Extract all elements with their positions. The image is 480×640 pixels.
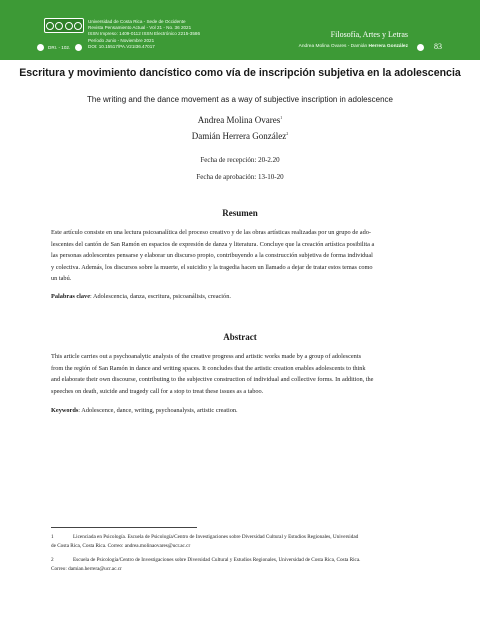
sa-icon [74, 22, 82, 30]
journal-info-line: Revista Pensamiento Actual - Vol 21 - No. 36 2021 [88, 25, 192, 31]
abstract-body [51, 351, 431, 397]
running-authors-bold: Herrera González [368, 44, 408, 49]
bullet-icon [417, 44, 424, 51]
footnote-mark: 2 [286, 131, 289, 136]
running-authors-regular: Andrea Molina Ovares - Damián [298, 44, 368, 49]
abstract-line: from the región of San Ramón in dance and writing spaces. It concludes that the artistic creation enables adolescents to think [51, 364, 366, 372]
resumen-line: Este artículo consiste en una lectura psicoanalítica del proceso creativo y de las obras artísticas realizadas por un grupo de ado- [51, 229, 371, 236]
keywords-label: Palabras clave [51, 293, 90, 300]
footnote-mark: 1 [280, 115, 283, 120]
footnote-line [51, 556, 431, 565]
by-icon [55, 22, 63, 30]
author-2 [0, 131, 480, 141]
keywords-list: : Adolescence, dance, writing, psychoanalysis, artistic creation. [78, 407, 238, 414]
page-number: 83 [434, 42, 442, 51]
footnote-line [51, 533, 431, 542]
resumen-line: un tabú. [51, 275, 72, 283]
journal-info-line: DOI: 10.15517/PA.V21I36.47017 [88, 43, 155, 49]
abstract-line: speeches on death, suicide and tragedy call for a stop to treat these issues as a taboo. [51, 387, 264, 395]
footnote-line: Correo: damian.herrera@ucr.ac.cr [51, 566, 122, 573]
resumen-line: las personas adolescentes pensarse y elaborar un discurso propio, contribuyendo a la construcción subjetiva de forma individual [51, 252, 373, 260]
author-name: Damián Herrera González [191, 131, 287, 141]
cc-icon [46, 22, 54, 30]
journal-section-title: Filosofía, Artes y Letras [330, 30, 408, 39]
creative-commons-license-icon [44, 18, 84, 33]
bullet-icon [37, 44, 44, 51]
footnote-text: Escuela de Psicología/Centro de Investigaciones sobre Diversidad Cultural y Estudios Regionales, Universidad de Costa Rica, Costa Rica. [73, 557, 361, 563]
footnote-text: Licenciada en Psicología. Escuela de Psicología/Centro de Investigaciones sobre Diversidad Cultural y Estudios Regionales, Universidad [73, 534, 359, 540]
keywords-label: Keywords [51, 407, 79, 414]
article-title-es: Escritura y movimiento dancístico como vía de inscripción subjetiva en la adolescencia [19, 67, 461, 79]
author-name: Andrea Molina Ovares [197, 115, 281, 125]
article-title-en: The writing and the dance movement as a way of subjective inscription in adolescence [87, 95, 393, 104]
journal-header [0, 0, 480, 60]
resumen-line: y colectiva. Además, los discursos sobre la muerte, el suicidio y la tragedia hacen un llamado a dejar de tratar estos temas como [51, 263, 373, 271]
footnote-2 [51, 556, 431, 575]
footnote-line: de Costa Rica, Costa Rica. Correo: andrea.molinaovares@ucr.ac.cr [51, 543, 191, 550]
author-1 [0, 115, 480, 125]
bullet-icon [75, 44, 82, 51]
footnote-number: 1 [51, 534, 54, 540]
abstract-line: This article carries out a psychoanalytic analysis of the creative progress and artistic works made by a group of adolescents [51, 353, 362, 360]
journal-info-line: Universidad de Costa Rica - Sede de Occidente [88, 19, 186, 24]
abstract-keywords [51, 407, 431, 414]
running-authors [299, 44, 408, 49]
approved-date: Fecha de aprobación: 13-10-20 [196, 173, 284, 181]
nc-icon [65, 22, 73, 30]
journal-info-line: ISSN Impreso: 1409-0112 ISSN Electrónico 2215-3586 [88, 31, 201, 37]
abstract-heading: Abstract [223, 332, 257, 342]
journal-info-line: Período Junio - Noviembre 2021 [88, 37, 155, 43]
received-date: Fecha de recepción: 20-2.20 [200, 156, 280, 164]
resumen-keywords [51, 293, 431, 300]
resumen-heading: Resumen [222, 208, 258, 218]
footnote-number: 2 [51, 557, 54, 563]
header-ids: DRI. - 102. [48, 45, 71, 50]
resumen-line: lescentes del cantón de San Ramón en espacios de expresión de danza y literatura. Concluye que la creación artística posibilita a [51, 240, 375, 248]
keywords-list: : Adolescencia, danza, escritura, psicoanálisis, creación. [90, 293, 231, 300]
footnote-separator [51, 527, 197, 528]
journal-info [88, 19, 200, 50]
resumen-body [51, 227, 431, 285]
abstract-line: and elaborate their own discourse, contributing to the subjective construction of individual and collective forms. In addition, the [51, 376, 374, 384]
footnote-1 [51, 533, 431, 552]
